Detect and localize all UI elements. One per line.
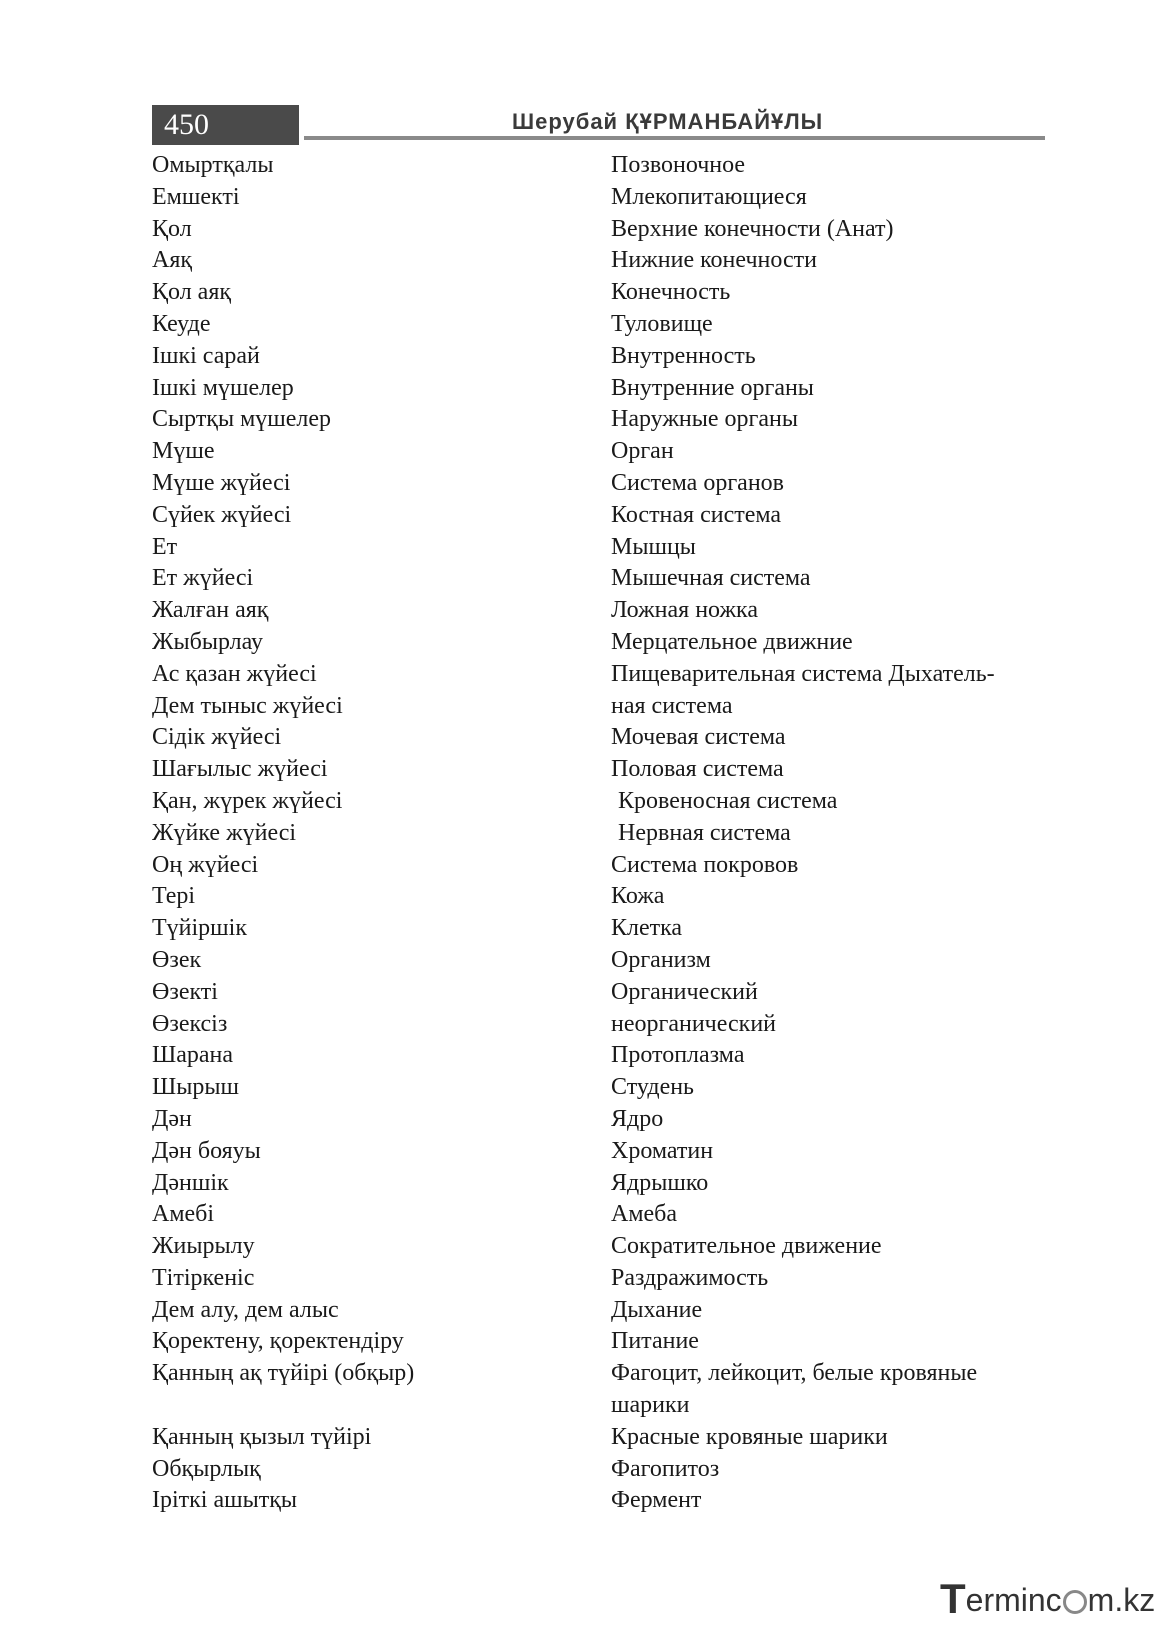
- glossary-row: [152, 436, 1052, 468]
- russian-term: Клетка: [611, 915, 683, 942]
- russian-term: Система органов: [611, 469, 784, 496]
- magnifier-icon: [1063, 1590, 1087, 1614]
- russian-term: Мочевая система: [611, 724, 786, 751]
- glossary-row: [152, 1009, 1052, 1041]
- glossary-row: [152, 214, 1052, 246]
- russian-term: Внутренние органы: [611, 374, 814, 401]
- kazakh-term: Өзексіз: [152, 1010, 228, 1037]
- logo-text-end: m.kz: [1087, 1582, 1156, 1618]
- kazakh-term: Ішкі мүшелер: [152, 374, 294, 401]
- glossary-list: [152, 150, 1052, 1517]
- russian-term: шарики: [611, 1392, 690, 1419]
- kazakh-term: Жыбырлау: [152, 628, 264, 655]
- kazakh-term: Мүше жүйесі: [152, 469, 291, 496]
- glossary-row: [152, 1390, 1052, 1422]
- kazakh-term: Қоректену, қоректендіру: [152, 1328, 404, 1355]
- glossary-row: [152, 945, 1052, 977]
- russian-term: Мышцы: [611, 533, 696, 560]
- kazakh-term: Емшекті: [152, 183, 240, 210]
- russian-term: Конечность: [611, 279, 731, 306]
- russian-term: Органический: [611, 978, 758, 1005]
- kazakh-term: Шарана: [152, 1042, 234, 1069]
- glossary-row: [152, 659, 1052, 691]
- glossary-row: [152, 277, 1052, 309]
- russian-term: Студень: [611, 1074, 695, 1101]
- russian-term: неорганический: [611, 1010, 776, 1037]
- kazakh-term: Тері: [152, 883, 196, 910]
- kazakh-term: Қанның қызыл түйірі: [152, 1423, 372, 1450]
- glossary-row: [152, 850, 1052, 882]
- kazakh-term: Жүйке жүйесі: [152, 819, 297, 846]
- russian-term: Ядро: [611, 1105, 664, 1132]
- kazakh-term: Дән: [152, 1105, 192, 1132]
- russian-term: Мерцательное движние: [611, 628, 853, 655]
- russian-term: Пищеварительная система Дыхатель-: [611, 660, 995, 687]
- russian-term: Верхние конечности (Анат): [611, 215, 894, 242]
- russian-term: Протоплазма: [611, 1042, 745, 1069]
- glossary-row: [152, 373, 1052, 405]
- kazakh-term: Дем тыныс жүйесі: [152, 692, 343, 719]
- kazakh-term: Тітіркеніс: [152, 1264, 255, 1291]
- kazakh-term: Қол аяқ: [152, 279, 232, 306]
- russian-term: Костная система: [611, 501, 782, 528]
- glossary-row: [152, 468, 1052, 500]
- glossary-row: [152, 1263, 1052, 1295]
- kazakh-term: Оң жүйесі: [152, 851, 259, 878]
- kazakh-term: Жалған аяқ: [152, 597, 269, 624]
- glossary-row: [152, 1326, 1052, 1358]
- russian-term: ная система: [611, 692, 733, 719]
- kazakh-term: Шырыш: [152, 1074, 239, 1101]
- russian-term: Организм: [611, 946, 711, 973]
- page-number: 450: [152, 105, 299, 145]
- russian-term: Красные кровяные шарики: [611, 1423, 888, 1450]
- russian-term: Нижние конечности: [611, 247, 817, 274]
- termincom-logo[interactable]: [940, 1575, 1156, 1622]
- kazakh-term: Түйіршік: [152, 915, 247, 942]
- kazakh-term: [152, 1390, 611, 1422]
- kazakh-term: Ішкі сарай: [152, 342, 260, 369]
- glossary-row: [152, 627, 1052, 659]
- kazakh-term: Сыртқы мүшелер: [152, 406, 332, 433]
- glossary-row: [152, 881, 1052, 913]
- kazakh-term: Сүйек жүйесі: [152, 501, 292, 528]
- kazakh-term: Өзекті: [152, 978, 218, 1005]
- kazakh-term: Дем алу, дем алыс: [152, 1296, 339, 1323]
- russian-term: Млекопитающиеся: [611, 183, 807, 210]
- russian-term: Половая система: [611, 756, 784, 783]
- glossary-row: [152, 818, 1052, 850]
- glossary-row: [152, 500, 1052, 532]
- kazakh-term: Ет: [152, 533, 178, 560]
- russian-term: Позвоночное: [611, 152, 746, 178]
- glossary-row: [152, 722, 1052, 754]
- glossary-row: [152, 1040, 1052, 1072]
- kazakh-term: Іріткі ашытқы: [152, 1487, 298, 1514]
- russian-term: Дыхание: [611, 1296, 703, 1323]
- kazakh-term: Сідік жүйесі: [152, 724, 282, 751]
- russian-term: Кровеносная система: [618, 787, 838, 814]
- glossary-row: [152, 786, 1052, 818]
- russian-term: Фагопитоз: [611, 1455, 720, 1482]
- glossary-row: [152, 309, 1052, 341]
- glossary-row: [152, 404, 1052, 436]
- kazakh-term: Омыртқалы: [152, 152, 274, 178]
- kazakh-term: Дәншік: [152, 1169, 229, 1196]
- glossary-row: [152, 1072, 1052, 1104]
- russian-term: Система покровов: [611, 851, 799, 878]
- russian-term: Мышечная система: [611, 565, 811, 592]
- glossary-row: [152, 977, 1052, 1009]
- glossary-row: [152, 341, 1052, 373]
- kazakh-term: Қол: [152, 215, 192, 242]
- glossary-row: [152, 1485, 1052, 1517]
- glossary-row: [152, 595, 1052, 627]
- russian-term: Амеба: [611, 1201, 678, 1228]
- russian-term: Фагоцит, лейкоцит, белые кровяные: [611, 1360, 978, 1387]
- russian-term: Ядрышко: [611, 1169, 709, 1196]
- glossary-row: [152, 1168, 1052, 1200]
- glossary-row: [152, 563, 1052, 595]
- russian-term: Нервная система: [618, 819, 791, 846]
- russian-term: Сократительное движение: [611, 1233, 882, 1260]
- glossary-row: [152, 754, 1052, 786]
- russian-term: Орган: [611, 438, 674, 465]
- russian-term: Фермент: [611, 1487, 702, 1514]
- russian-term: Хроматин: [611, 1137, 714, 1164]
- kazakh-term: Шағылыс жүйесі: [152, 756, 328, 783]
- glossary-row: [152, 1136, 1052, 1168]
- kazakh-term: Аяқ: [152, 247, 193, 274]
- page-header: [152, 105, 1045, 145]
- russian-term: Питание: [611, 1328, 699, 1355]
- header-rule: [304, 136, 1045, 140]
- glossary-row: [152, 1454, 1052, 1486]
- kazakh-term: Жиырылу: [152, 1233, 255, 1260]
- logo-t-letter: T: [940, 1575, 966, 1622]
- glossary-row: [152, 691, 1052, 723]
- russian-term: Туловище: [611, 310, 713, 337]
- kazakh-term: Қанның ақ түйірі (обқыр): [152, 1360, 415, 1387]
- kazakh-term: Мүше: [152, 438, 215, 465]
- glossary-row: [152, 1295, 1052, 1327]
- kazakh-term: Дән бояуы: [152, 1137, 261, 1164]
- running-head-author: Шерубай ҚҰРМАНБАЙҰЛЫ: [512, 109, 824, 134]
- kazakh-term: Өзек: [152, 946, 202, 973]
- kazakh-term: Қан, жүрек жүйесі: [152, 787, 343, 814]
- kazakh-term: Амебі: [152, 1201, 215, 1228]
- kazakh-term: Кеуде: [152, 310, 211, 337]
- glossary-row: [152, 245, 1052, 277]
- logo-text-mid: erminc: [965, 1582, 1062, 1618]
- glossary-row: [152, 182, 1052, 214]
- glossary-row: [152, 1422, 1052, 1454]
- russian-term: Наружные органы: [611, 406, 799, 433]
- glossary-row: [152, 913, 1052, 945]
- russian-term: Внутренность: [611, 342, 756, 369]
- kazakh-term: Ас қазан жүйесі: [152, 660, 317, 687]
- russian-term: Ложная ножка: [611, 597, 758, 624]
- kazakh-term: Обқырлық: [152, 1455, 261, 1482]
- glossary-row: [152, 532, 1052, 564]
- glossary-row: [152, 1104, 1052, 1136]
- russian-term: Раздражимость: [611, 1264, 769, 1291]
- glossary-row: [152, 150, 1052, 182]
- kazakh-term: Ет жүйесі: [152, 565, 254, 592]
- glossary-row: [152, 1199, 1052, 1231]
- glossary-row: [152, 1358, 1052, 1390]
- russian-term: Кожа: [611, 883, 665, 910]
- glossary-row: [152, 1231, 1052, 1263]
